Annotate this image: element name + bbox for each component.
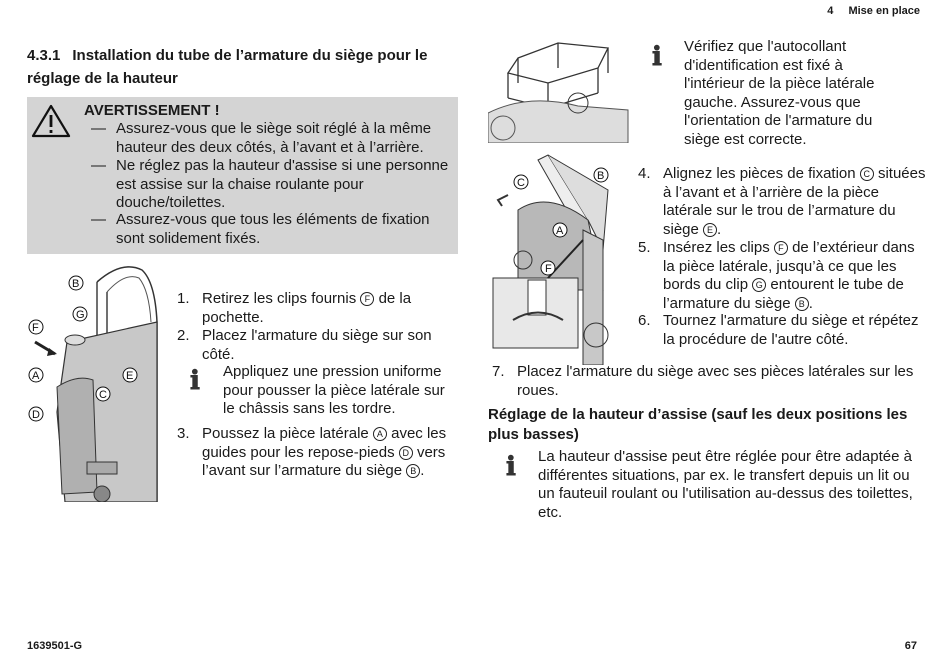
step-number: 6. xyxy=(638,312,651,329)
warning-title: AVERTISSEMENT ! xyxy=(84,102,220,119)
step-number: 7. xyxy=(492,363,505,380)
step-text: Insérez les clips xyxy=(663,239,770,256)
step-text: avec les guides pour les repose-pieds xyxy=(202,425,447,461)
label-E: E xyxy=(126,370,134,382)
ref-symbol: B xyxy=(795,297,809,311)
label-A: A xyxy=(32,370,40,382)
info-icon: ℹ xyxy=(652,42,662,72)
step-text: Tournez l'armature du siège et répétez la procédure de l'autre côté. xyxy=(663,312,919,348)
step-text: . xyxy=(717,220,722,238)
step-text: Alignez les pièces de fixation xyxy=(663,165,856,182)
figure-clip-detail xyxy=(488,150,633,365)
step-text: Placez l'armature du siège sur son côté. xyxy=(202,327,432,363)
step-number: 3. xyxy=(177,425,190,442)
ref-symbol: A xyxy=(373,427,387,441)
step-text: . xyxy=(420,462,425,479)
warning-item-text: Assurez-vous que le siège soit réglé à la même hauteur des deux côtés, à l’avant et à l’arrière. xyxy=(116,120,432,156)
step-text: Retirez les clips fournis xyxy=(202,290,357,307)
chapter-number: 4 xyxy=(827,5,834,17)
ref-symbol: G xyxy=(752,278,766,292)
warning-triangle-icon xyxy=(31,104,71,138)
label-D: D xyxy=(32,409,40,421)
footer-page-number: 67 xyxy=(904,640,917,652)
section-number: 4.3.1 xyxy=(27,47,61,64)
section-title: Installation du tube de l’armature du siège pour le réglage de la hauteur xyxy=(27,47,428,87)
note-pressure: Appliquez une pression uniforme pour pousser la pièce latérale sur le châssis sans les tordre. xyxy=(223,363,445,417)
chapter-title: Mise en place xyxy=(848,5,920,17)
warning-item-text: Assurez-vous que tous les éléments de fixation sont solidement fixés. xyxy=(116,211,430,247)
step-text: de l’extérieur dans la pièce latérale, jusqu’à ce que les bords du clip xyxy=(663,239,915,293)
ref-symbol: E xyxy=(703,223,717,237)
step-text: Placez l'armature du siège avec ses pièces latérales sur les roues. xyxy=(517,363,914,399)
label-C: C xyxy=(517,177,525,189)
subsection-title: Réglage de la hauteur d’assise (sauf les deux positions les plus basses) xyxy=(488,406,908,443)
warning-item-text: Ne réglez pas la hauteur d'assise si une personne est assise sur la chaise roulante pour douche/toilettes. xyxy=(116,157,449,211)
ref-symbol: F xyxy=(774,241,788,255)
label-F: F xyxy=(545,263,552,275)
info-icon: ℹ xyxy=(506,452,516,482)
step-text: de la pochette. xyxy=(202,290,412,326)
step-number: 1. xyxy=(177,290,190,307)
step-number: 5. xyxy=(638,239,651,256)
step-text: . xyxy=(808,294,813,312)
figure-side-panel-assembly xyxy=(27,262,162,502)
figure-seat-frame xyxy=(488,38,633,143)
label-B: B xyxy=(597,170,605,182)
subsection-note: La hauteur d'assise peut être réglée pour être adaptée à différentes situations, par ex. le transfert depuis un lit ou un fauteuil roulant ou l'utilisation au-dessus des toilettes, etc. xyxy=(538,448,913,521)
section-heading xyxy=(27,44,457,90)
ref-symbol: B xyxy=(406,464,420,478)
info-icon: ℹ xyxy=(190,366,200,396)
step-text: Poussez la pièce latérale xyxy=(202,425,369,442)
label-B: B xyxy=(72,278,80,290)
label-A: A xyxy=(556,225,564,237)
label-F: F xyxy=(32,322,39,334)
page-header xyxy=(827,5,920,17)
note-identification: Vérifiez que l'autocollant d'identification est fixé à l'intérieur de la pièce latérale gauche. Assurez-vous que l'orientation de l'armature du siège est correcte. xyxy=(684,38,875,148)
label-G: G xyxy=(76,309,85,321)
step-text: situées à l’avant et à l’arrière de la pièce latérale sur le trou de l’armature du siège xyxy=(663,165,926,238)
label-C: C xyxy=(99,389,107,401)
step-text: entourent le tube de l’armature du siège xyxy=(663,276,904,312)
step-text: vers l’avant sur l’armature du siège xyxy=(202,443,446,479)
step-number: 4. xyxy=(638,165,651,182)
footer-doc-id: 1639501-G xyxy=(27,640,83,652)
step-number: 2. xyxy=(177,327,190,344)
ref-symbol: D xyxy=(399,446,413,460)
ref-symbol: C xyxy=(860,167,874,181)
ref-symbol: F xyxy=(360,292,374,306)
